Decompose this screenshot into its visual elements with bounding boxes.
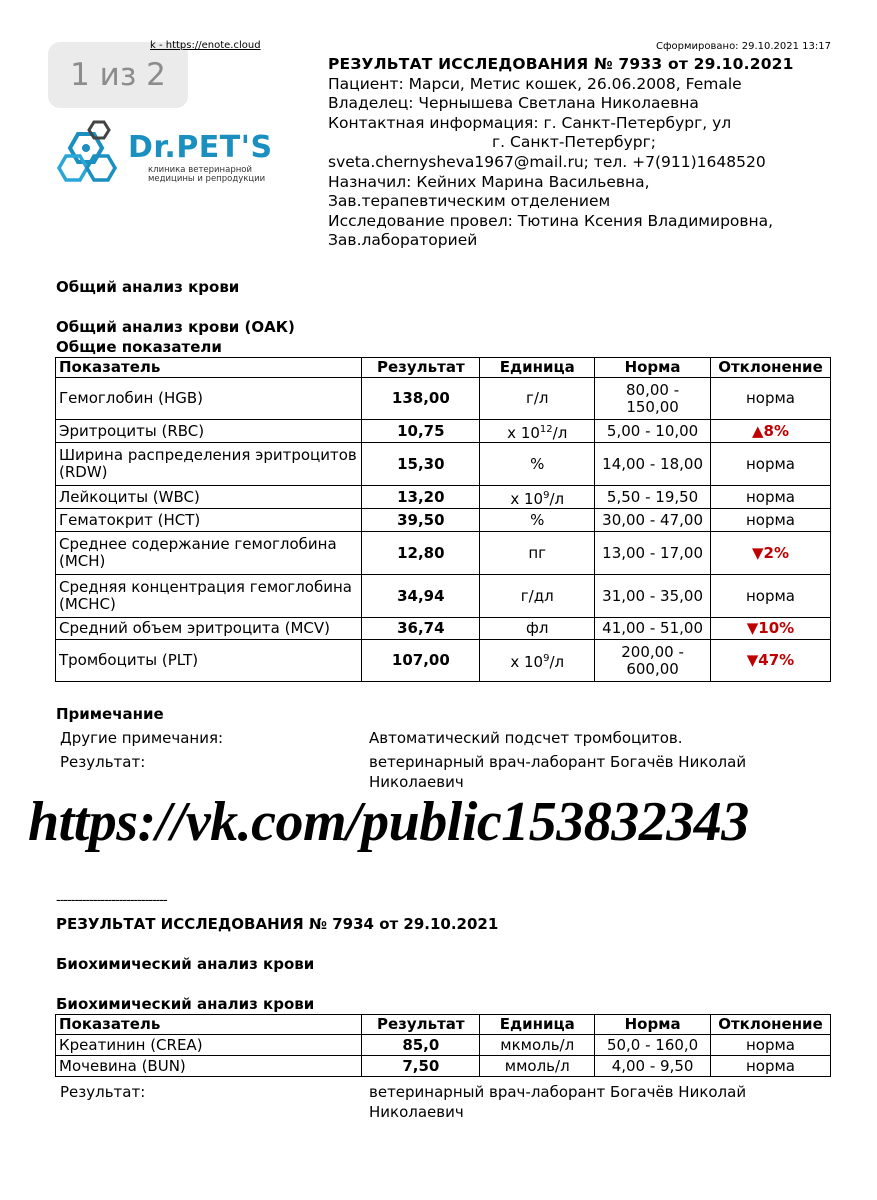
col-result: Результат xyxy=(362,358,480,378)
report2-note-label: Результат: xyxy=(60,1083,146,1101)
separator: ------------------------------ xyxy=(56,893,167,908)
source-link[interactable]: k - https://enote.cloud xyxy=(150,40,261,51)
table-row: Тромбоциты (PLT) 107,00 x $10^9/л$ 200,00 - 600,00 ▼47% xyxy=(56,640,831,682)
table-row: Ширина распределения эритроцитов (RDW) 15,30 % 14,00 - 18,00 норма xyxy=(56,443,831,486)
hexagon-logo-icon xyxy=(56,120,124,186)
prescribed-line: Назначил: Кейних Марина Васильевна, xyxy=(328,172,650,191)
deviation-down: ▼2% xyxy=(710,532,830,575)
report-header xyxy=(328,55,848,251)
performed-line: Исследование провел: Тютина Ксения Владимировна, xyxy=(328,211,774,230)
table-header xyxy=(56,358,831,378)
table-row: Эритроциты (RBC) 10,75 x $10^{12}/л$ 5,00 - 10,00 ▲8% xyxy=(56,420,831,443)
table-row: Средний объем эритроцита (MCV) 36,74 фл 41,00 - 51,00 ▼10% xyxy=(56,618,831,640)
col-norm: Норма xyxy=(595,358,711,378)
report2-subsection: Биохимический анализ крови xyxy=(56,995,315,1013)
contact-line: Контактная информация: г. Санкт-Петербург, ул xyxy=(328,113,732,132)
col-unit: Единица xyxy=(480,358,595,378)
cbc-table xyxy=(55,357,831,682)
note-label-result: Результат: xyxy=(60,753,146,771)
contact-city-line: г. Санкт-Петербург; xyxy=(492,133,656,152)
deviation-down: ▼10% xyxy=(710,618,830,640)
col-indicator: Показатель xyxy=(56,358,362,378)
owner-line: Владелец: Чернышева Светлана Николаевна xyxy=(328,94,699,113)
report2-section: Биохимический анализ крови xyxy=(56,955,315,973)
watermark-link: https://vk.com/public153832343 xyxy=(28,791,749,853)
clinic-logo: Dr.PET'S клиника ветеринарной медицины и репродукции xyxy=(56,120,124,190)
table-row: Лейкоциты (WBC) 13,20 x $10^9/л$ 5,50 - 19,50 норма xyxy=(56,486,831,509)
performed-dept-line: Зав.лабораторией xyxy=(328,231,478,250)
note-value-result: ветеринарный врач-лаборант Богачёв Николай Николаевич xyxy=(369,753,747,791)
deviation-up: ▲8% xyxy=(710,420,830,443)
report2-title: РЕЗУЛЬТАТ ИССЛЕДОВАНИЯ № 7934 от 29.10.2021 xyxy=(56,915,499,933)
note-label-other: Другие примечания: xyxy=(60,729,224,747)
deviation-down: ▼47% xyxy=(710,640,830,682)
note-title: Примечание xyxy=(56,705,164,723)
table-row: Гемоглобин (HGB) 138,00 г/л 80,00 - 150,00 норма xyxy=(56,378,831,420)
group-title: Общие показатели xyxy=(56,338,222,356)
contact-email-line: sveta.chernysheva1967@mail.ru; тел. +7(911)1648520 xyxy=(328,152,766,171)
col-deviation: Отклонение xyxy=(710,358,830,378)
table-row: Средняя концентрация гемоглобина (MCHC) 34,94 г/дл 31,00 - 35,00 норма xyxy=(56,575,831,618)
table-row: Гематокрит (HCT) 39,50 % 30,00 - 47,00 норма xyxy=(56,509,831,532)
table-row: Мочевина (BUN) 7,50 ммоль/л 4,00 - 9,50 норма xyxy=(56,1056,831,1077)
table-header: Показатель Результат Единица Норма Отклонение xyxy=(56,1015,831,1035)
patient-line: Пациент: Марси, Метис кошек, 26.06.2008, Female xyxy=(328,74,742,93)
table-row: Среднее содержание гемоглобина (MCH) 12,80 пг 13,00 - 17,00 ▼2% xyxy=(56,532,831,575)
report2-note-value: ветеринарный врач-лаборант Богачёв Николай Николаевич xyxy=(369,1083,747,1121)
table-row: Креатинин (CREA) 85,0 мкмоль/л 50,0 - 160,0 норма xyxy=(56,1035,831,1056)
section-title: Общий анализ крови xyxy=(56,278,240,296)
biochem-table xyxy=(55,1014,831,1077)
report-title: РЕЗУЛЬТАТ ИССЛЕДОВАНИЯ № 7933 от 29.10.2021 xyxy=(328,55,794,73)
note-value-other: Автоматический подсчет тромбоцитов. xyxy=(369,729,683,747)
page-indicator: 1 из 2 xyxy=(48,42,188,108)
prescribed-dept-line: Зав.терапевтическим отделением xyxy=(328,192,611,211)
generated-timestamp: Сформировано: 29.10.2021 13:17 xyxy=(656,41,831,52)
subsection-title: Общий анализ крови (ОАК) xyxy=(56,318,295,336)
